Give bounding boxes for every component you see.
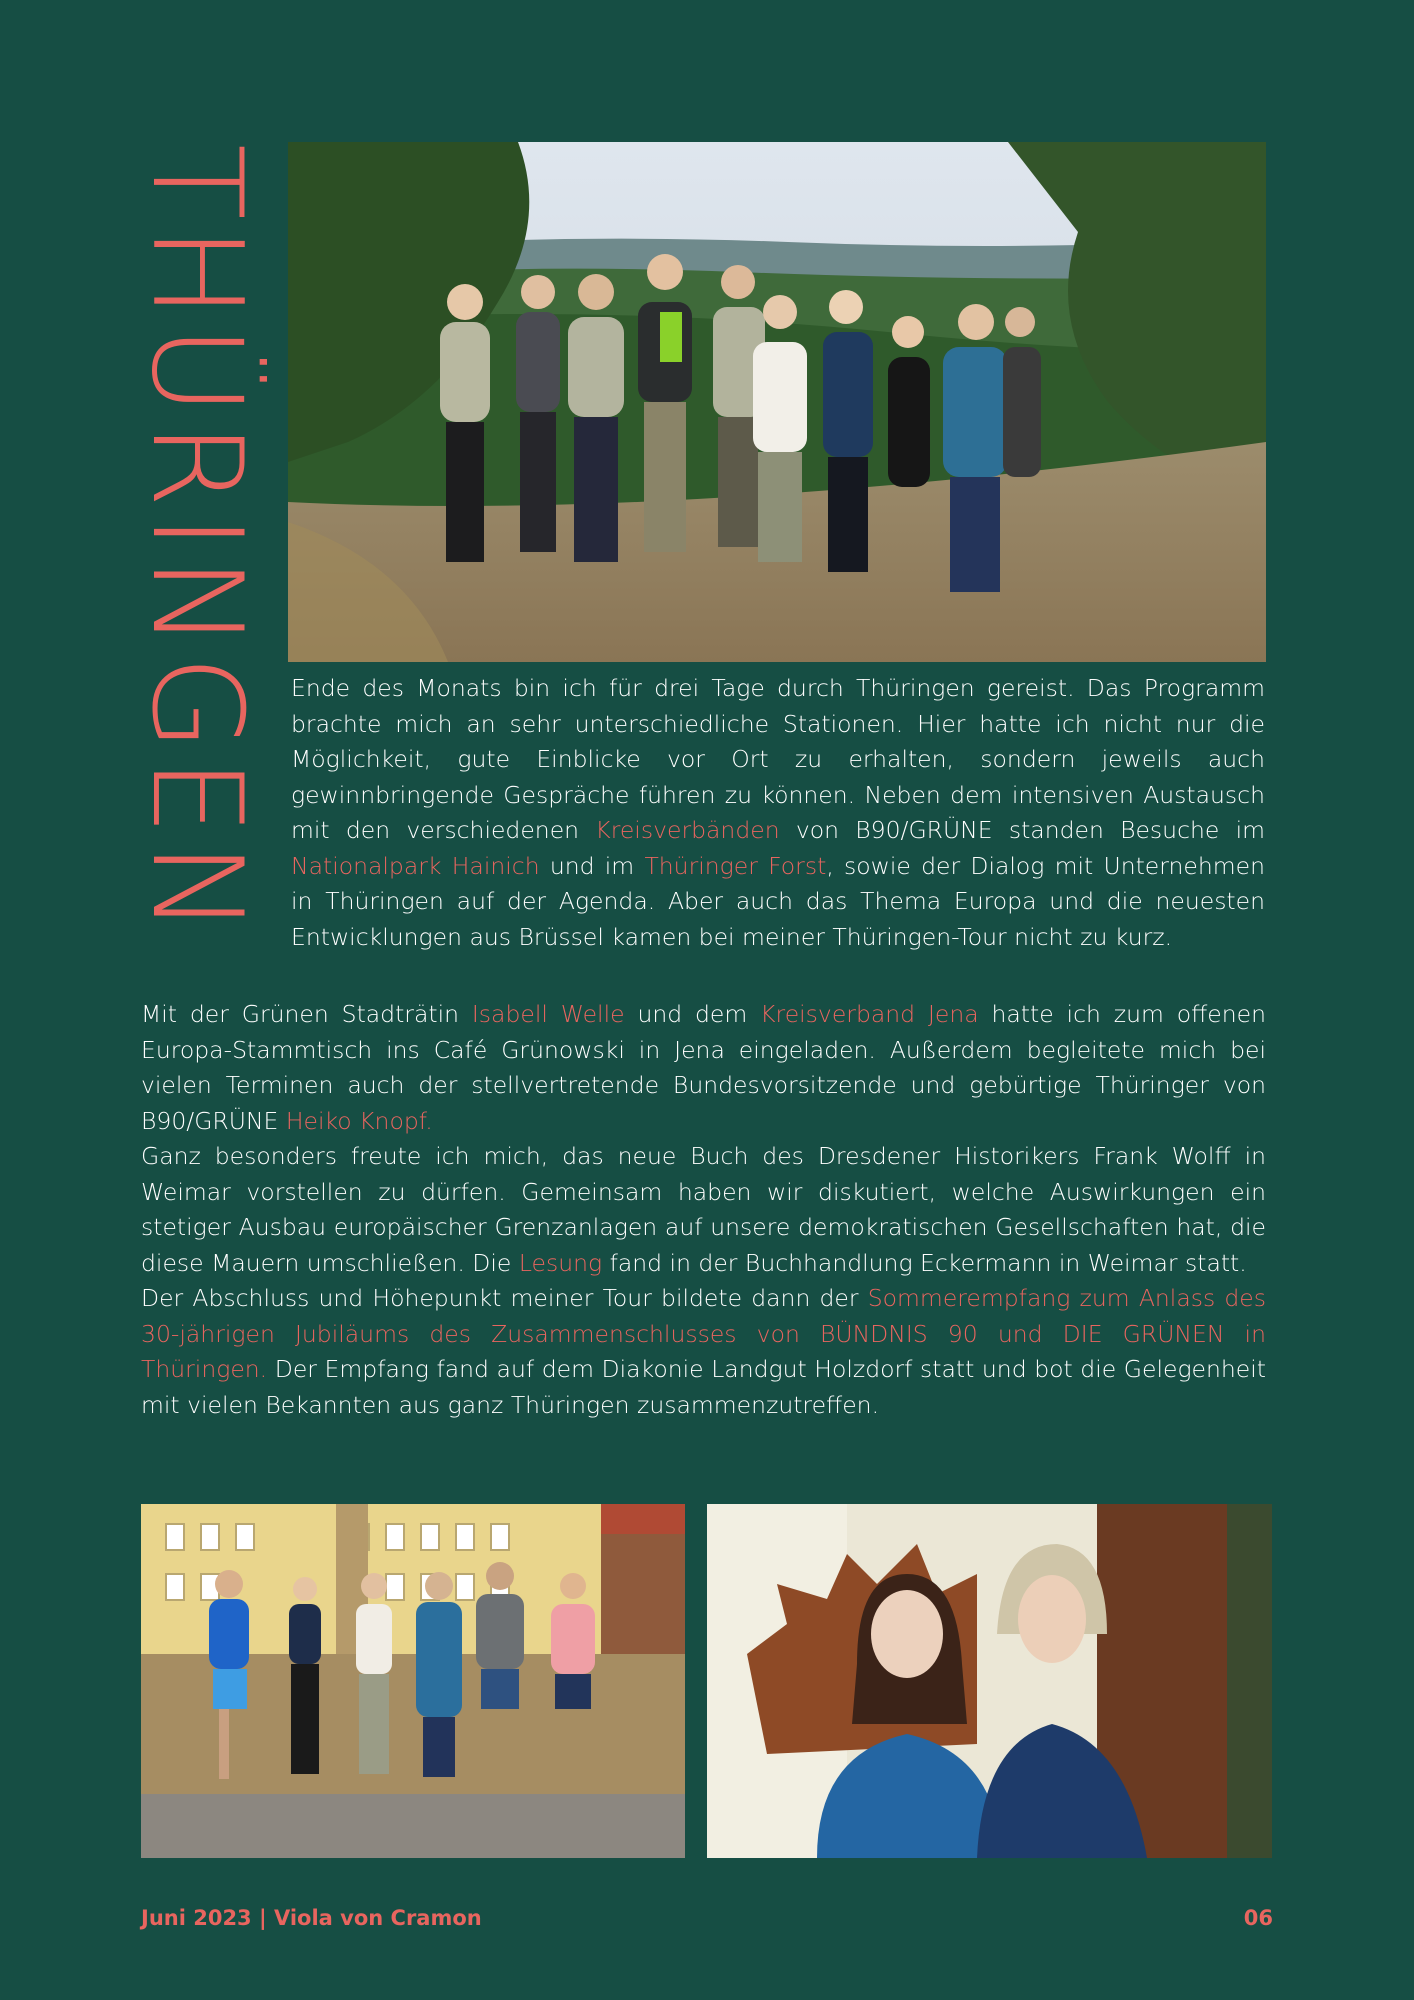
text-run: fand in der Buchhandlung Eckermann in Weimar statt.: [602, 1248, 1247, 1277]
body-paragraph: [141, 1281, 1266, 1423]
text-run: und im: [539, 851, 645, 880]
footer-issue-author: Juni 2023 | Viola von Cramon: [141, 1906, 482, 1930]
highlight-text: Nationalpark Hainich: [291, 851, 540, 880]
text-run: Ganz besonders freute ich mich, das neue Buch des Dresdener Historikers Frank Wolff in Weimar vorstellen zu dürfen. Gemeinsam haben wir diskutiert, welche Auswirkungen ein stetiger Ausbau europäischer Grenzanlagen auf unsere demokratischen Gesellschaften hat, die diese Mauern umschließen. Die: [141, 1142, 1266, 1277]
body-text: [141, 997, 1266, 1423]
highlight-text: Thüringer Forst: [644, 851, 827, 880]
highlight-text: Isabell Welle: [471, 1000, 625, 1028]
group-photo-town-square: [141, 1504, 685, 1858]
body-paragraph: [141, 997, 1266, 1139]
highlight-text: Lesung: [518, 1248, 603, 1277]
body-paragraph: [141, 1139, 1266, 1281]
text-run: Der Abschluss und Höhepunkt meiner Tour bildete dann der: [141, 1284, 868, 1312]
intro-paragraph: [291, 671, 1265, 955]
intro-text: [291, 671, 1265, 955]
highlight-text: Sommerempfang zum Anlass des 30-jährigen Jubiläums des Zusammenschlusses von BÜNDNIS 90 und DIE GRÜNEN in Thüringen.: [141, 1284, 1266, 1383]
highlight-text: Kreisverbänden: [595, 816, 780, 844]
text-run: , sowie der Dialog mit Unternehmen in Thüringen auf der Agenda. Aber auch das Thema Europa und die neuesten Entwicklungen aus Brüssel kamen bei meiner Thüringen-Tour nicht zu kurz.: [291, 851, 1265, 951]
text-run: Ende des Monats bin ich für drei Tage durch Thüringen gereist. Das Programm brachte mich an sehr unterschiedliche Stationen. Hier hatte ich nicht nur die Möglichkeit, gute Einblicke vor Ort zu erhalten, sondern jeweils auch gewinnbringende Gespräche führen zu können. Neben dem intensiven Austausch mit den verschiedenen: [291, 674, 1265, 844]
group-photo-hilltop: [288, 142, 1266, 662]
text-run: von B90/GRÜNE standen Besuche im: [779, 816, 1265, 844]
highlight-text: Kreisverband Jena: [760, 1000, 979, 1028]
text-run: Der Empfang fand auf dem Diakonie Landgut Holzdorf statt und bot die Gelegenheit mit vielen Bekannten aus ganz Thüringen zusammenzutreffen.: [141, 1355, 1266, 1419]
text-run: Mit der Grünen Stadträtin: [141, 1000, 472, 1028]
page-title: THÜRINGEN: [124, 144, 268, 941]
portrait-photo-two-women: [707, 1504, 1272, 1858]
text-run: und dem: [624, 1000, 761, 1028]
page-number: 06: [1243, 1906, 1273, 1930]
highlight-text: Heiko Knopf.: [285, 1106, 433, 1135]
text-run: hatte ich zum offenen Europa-Stammtisch ins Café Grünowski in Jena eingeladen. Außerdem begleitete mich bei vielen Terminen auch der stellvertretende Bundesvorsitzende und gebürtige Thüringer von B90/GRÜNE: [141, 1000, 1266, 1135]
